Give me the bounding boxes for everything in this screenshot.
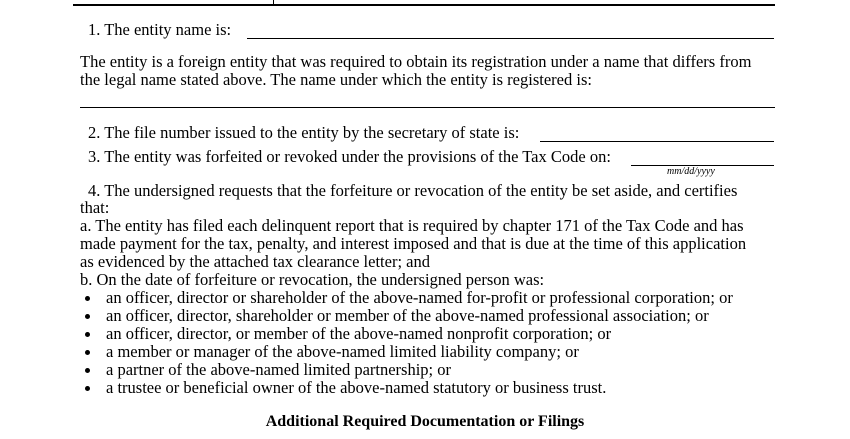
bullet-icon bbox=[85, 332, 90, 337]
bullet-item: a member or manager of the above-named limited liability company; or bbox=[106, 342, 579, 361]
entity-name-field[interactable] bbox=[247, 21, 774, 39]
foreign-entity-text-line2: the legal name stated above. The name under which the entity is registered is: bbox=[80, 70, 592, 89]
item-a-text-line3: as evidenced by the attached tax clearance letter; and bbox=[80, 252, 430, 271]
item1-label: 1. The entity name is: bbox=[88, 20, 232, 39]
registered-name-field[interactable] bbox=[80, 88, 775, 106]
bullet-icon bbox=[85, 368, 90, 373]
bullet-icon bbox=[85, 386, 90, 391]
foreign-entity-text-line1: The entity is a foreign entity that was required to obtain its registration under a name that differs from bbox=[80, 52, 752, 71]
item-b-text-line1: b. On the date of forfeiture or revocation, the undersigned person was: bbox=[80, 270, 545, 289]
forfeiture-date-field[interactable] bbox=[631, 148, 774, 166]
item-a-text-line1: a. The entity has filed each delinquent report that is required by chapter 171 of the Tax Code and has bbox=[80, 216, 744, 235]
item4-text-line2: that: bbox=[80, 198, 110, 217]
file-number-field[interactable] bbox=[540, 124, 774, 142]
registered-name-underline bbox=[80, 107, 775, 108]
section-heading: Additional Required Documentation or Filings bbox=[265, 413, 585, 430]
bullet-icon bbox=[85, 314, 90, 319]
bullet-icon bbox=[85, 296, 90, 301]
bullet-item: a partner of the above-named limited partnership; or bbox=[106, 360, 451, 379]
date-format-hint: mm/dd/yyyy bbox=[667, 166, 715, 177]
bullet-item: a trustee or beneficial owner of the above-named statutory or business trust. bbox=[106, 378, 607, 397]
bullet-icon bbox=[85, 350, 90, 355]
item2-label: 2. The file number issued to the entity by the secretary of state is: bbox=[88, 123, 520, 142]
file-number-underline bbox=[540, 141, 774, 142]
top-divider-tick bbox=[273, 0, 274, 5]
item-a-text-line2: made payment for the tax, penalty, and interest imposed and that is due at the time of this application bbox=[80, 234, 747, 253]
top-border bbox=[73, 4, 775, 6]
item4-text-line1: 4. The undersigned requests that the forfeiture or revocation of the entity be set aside, and certifies bbox=[88, 181, 738, 200]
bullet-item: an officer, director, or member of the above-named nonprofit corporation; or bbox=[106, 324, 612, 343]
bullet-item: an officer, director, shareholder or member of the above-named professional association; or bbox=[106, 306, 709, 325]
entity-name-underline bbox=[247, 38, 774, 39]
item3-label: 3. The entity was forfeited or revoked under the provisions of the Tax Code on: bbox=[88, 147, 611, 166]
bullet-item: an officer, director or shareholder of the above-named for-profit or professional corporation; or bbox=[106, 288, 733, 307]
